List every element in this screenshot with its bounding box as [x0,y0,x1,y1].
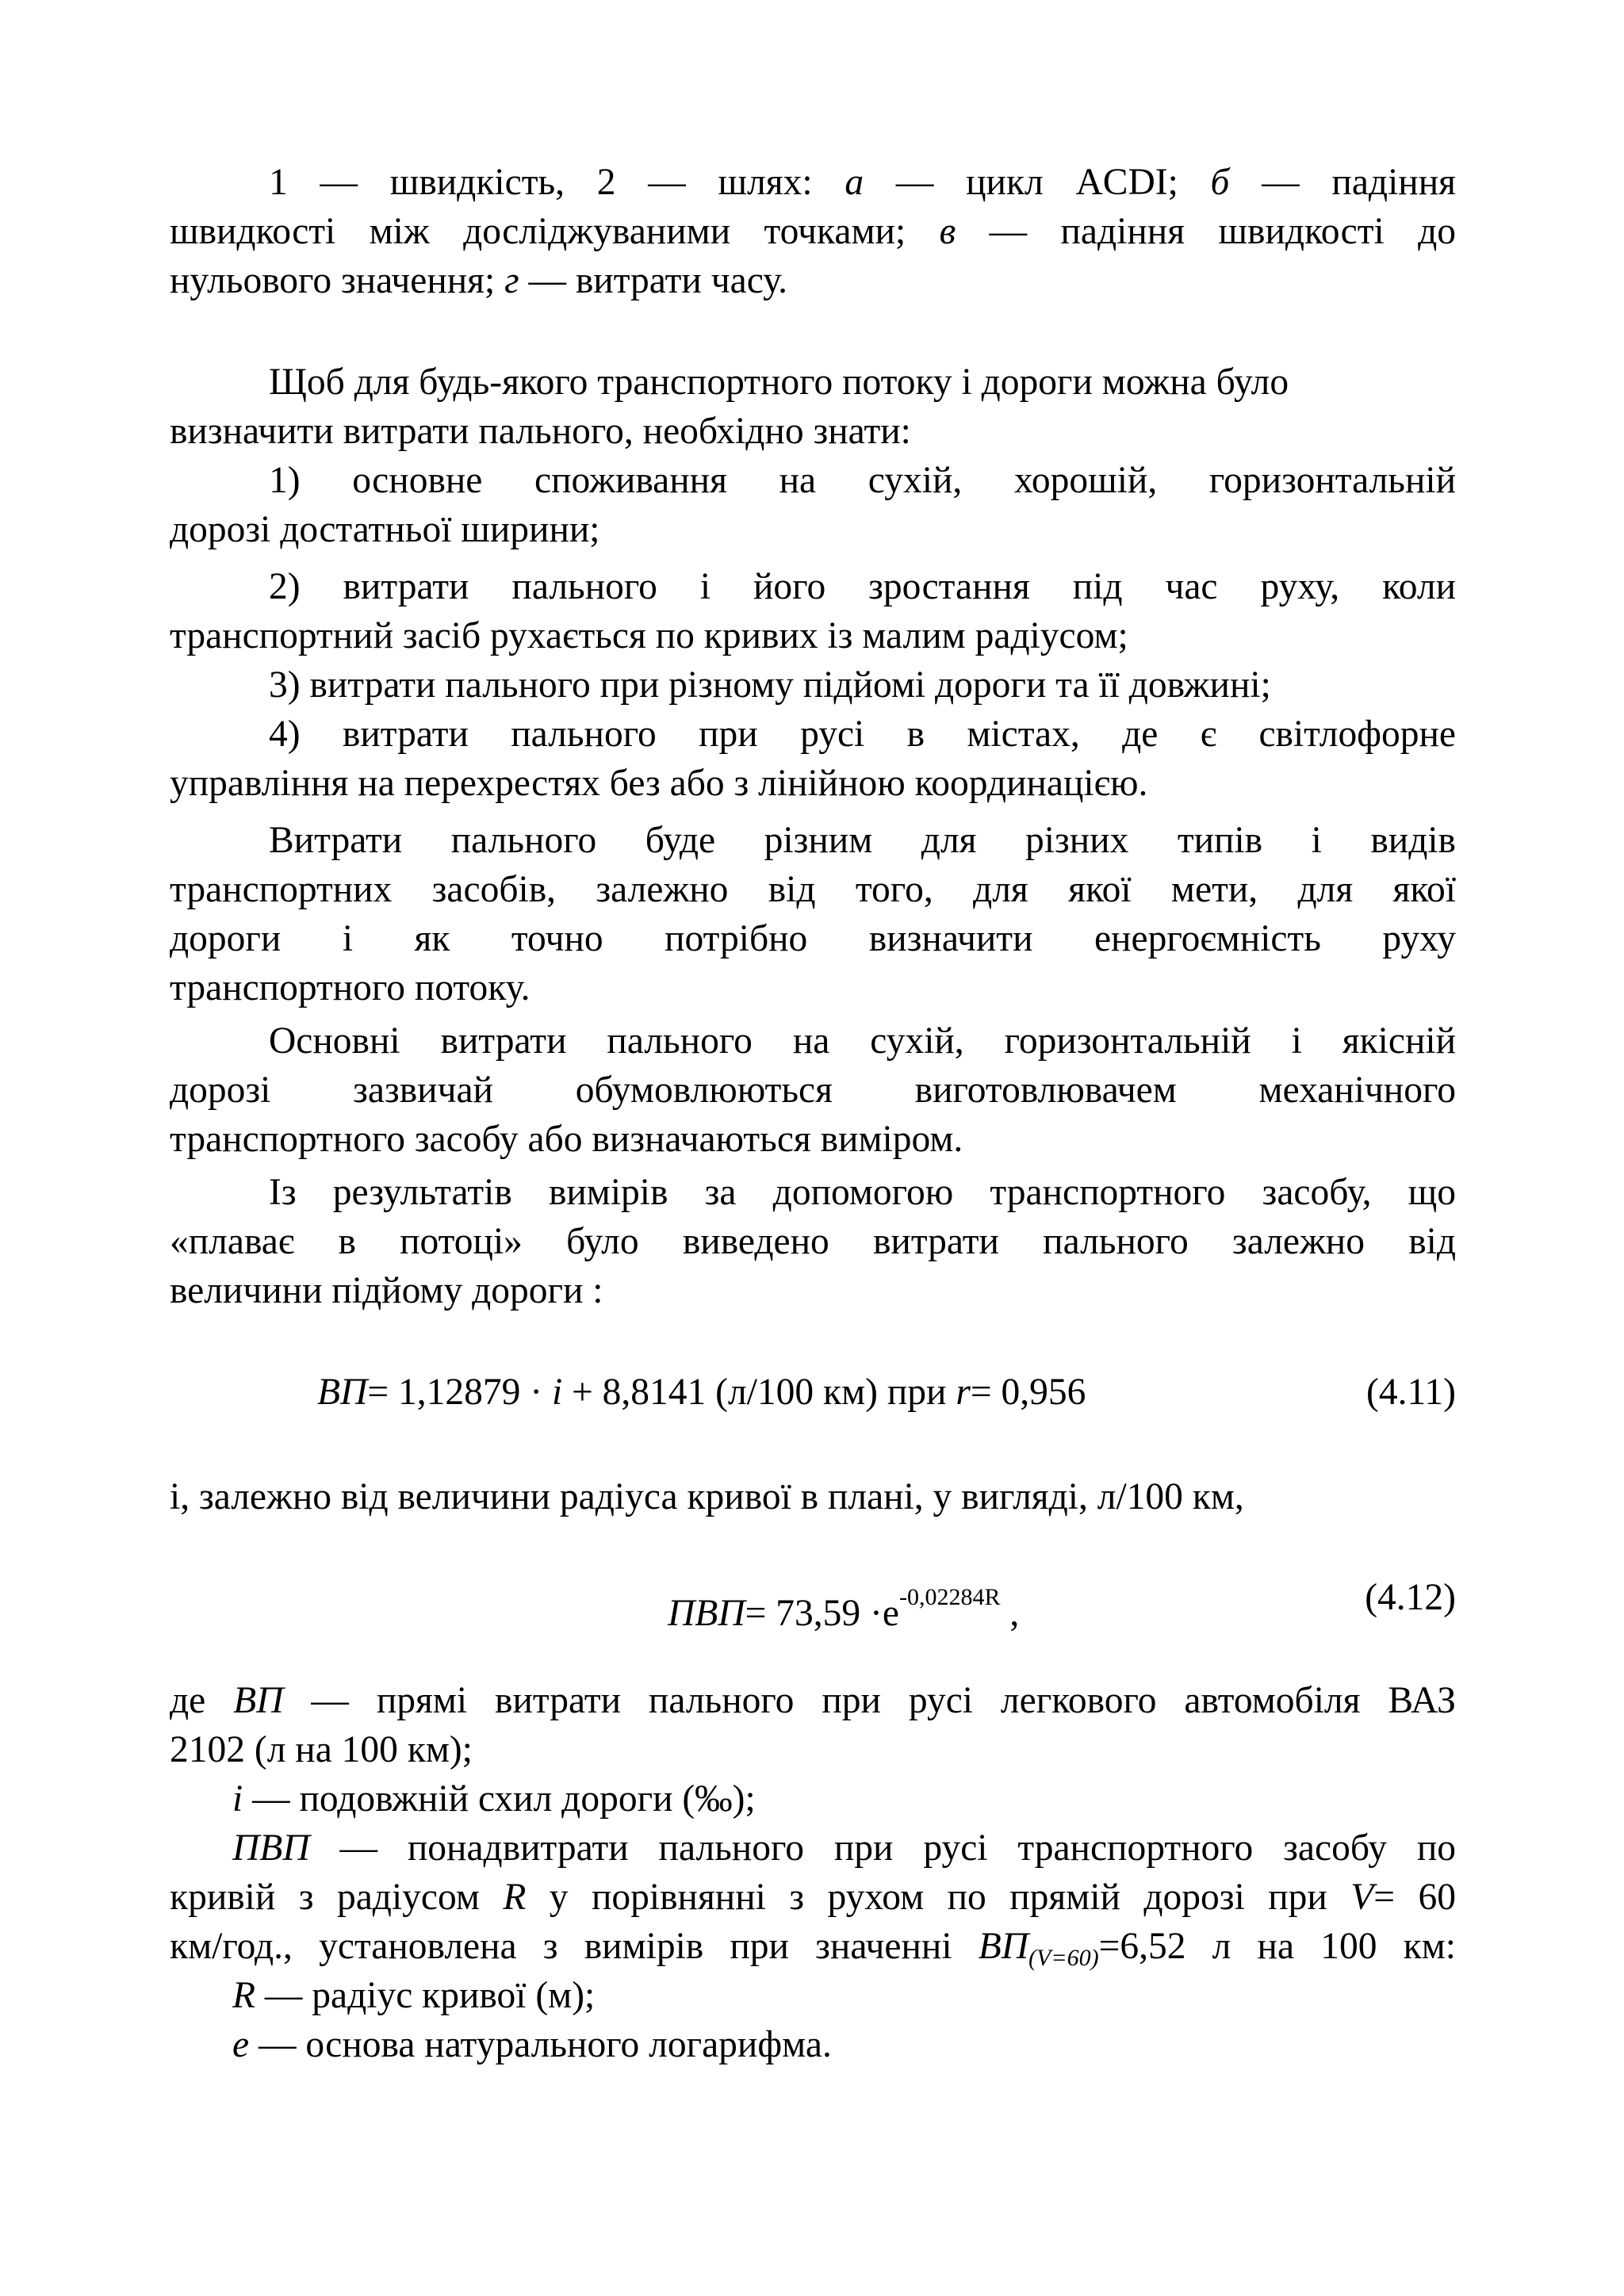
list-item-3-line-1: 3) витрати пального при різному підйомі дороги та її довжині; [269,664,1271,706]
list-item-1-line-2: дорозі достатньої ширини; [170,509,600,550]
list-item-4-line-2: управління на перехрестях без або з лінійною координацією. [170,763,1148,804]
paragraph-4-line-1: Із результатів вимірів за допомогою транспортного засобу, що [269,1172,1456,1213]
paragraph-4-line-3: величини підйому дороги : [170,1270,603,1311]
definition-pvp-line-2: кривій з радіусом R у порівнянні з рухом по прямій дорозі при V= 60 [170,1877,1456,1918]
transition-line: і, залежно від величини радіуса кривої в плані, у вигляді, л/100 км, [170,1476,1244,1517]
list-item-1-line-1: 1) основне споживання на сухій, хорошій, горизонтальній [269,460,1456,501]
paragraph-2-line-4: транспортного потоку. [170,967,530,1008]
paragraph-2-line-2: транспортних засобів, залежно від того, для якої мети, для якої [170,869,1456,910]
definition-r: R — радіус кривої (м); [232,1975,596,2016]
definition-vp-line-1: де ВП — прямі витрати пального при русі легкового автомобіля ВАЗ [170,1680,1456,1721]
equation-4-11-number: (4.11) [1366,1372,1456,1413]
paragraph-2-line-1: Витрати пального буде різним для різних типів і видів [269,820,1456,861]
list-item-4-line-1: 4) витрати пального при русі в містах, де є світлофорне [269,714,1456,755]
equation-4-12-number: (4.12) [1365,1577,1456,1618]
paragraph-3-line-2: дорозі зазвичай обумовлюються виготовлювачем механічного [170,1070,1456,1111]
paragraph-4-line-2: «плаває в потоці» було виведено витрати пального залежно від [170,1221,1456,1262]
list-item-2-line-1: 2) витрати пального і його зростання під час руху, коли [269,566,1456,607]
paragraph-3-line-3: транспортного засобу або визначаються виміром. [170,1119,963,1160]
equation-4-12-body: $ПВП= 73,59 \cdot e^{-0,02284R}$ , [668,1584,1020,1634]
definition-pvp-line-1: ПВП — понадвитрати пального при русі транспортного засобу по [232,1827,1456,1869]
paragraph-1-line-1: Щоб для будь-якого транспортного потоку і дороги можна було [269,362,1289,403]
caption-line-3: нульового значення; г — витрати часу. [170,260,788,301]
caption-line-1: 1 — швидкість, 2 — шлях: а — цикл ACDI; б — падіння [269,162,1456,203]
caption-line-2: швидкості між досліджуваними точками; в — падіння швидкості до [170,211,1456,252]
equation-4-11-body: ВП= 1,12879 · i + 8,8141 (л/100 км) при r= 0,956 [317,1372,1086,1413]
definition-pvp-line-3: км/год., установлена з вимірів при значенні $ВП_{(V=60)}=6,52$ л на 100 км: [170,1926,1456,1971]
definition-e: e — основа натурального логарифма. [232,2024,832,2065]
list-item-2-line-2: транспортний засіб рухається по кривих із малим радіусом; [170,615,1128,656]
paragraph-1-line-2: визначити витрати пального, необхідно знати: [170,411,911,452]
definition-i: i — подовжній схил дороги (‰); [232,1778,756,1820]
paragraph-3-line-1: Основні витрати пального на сухій, горизонтальній і якісній [269,1020,1456,1062]
definition-vp-line-2: 2102 (л на 100 км); [170,1729,473,1770]
paragraph-2-line-3: дороги і як точно потрібно визначити енергоємність руху [170,918,1456,959]
